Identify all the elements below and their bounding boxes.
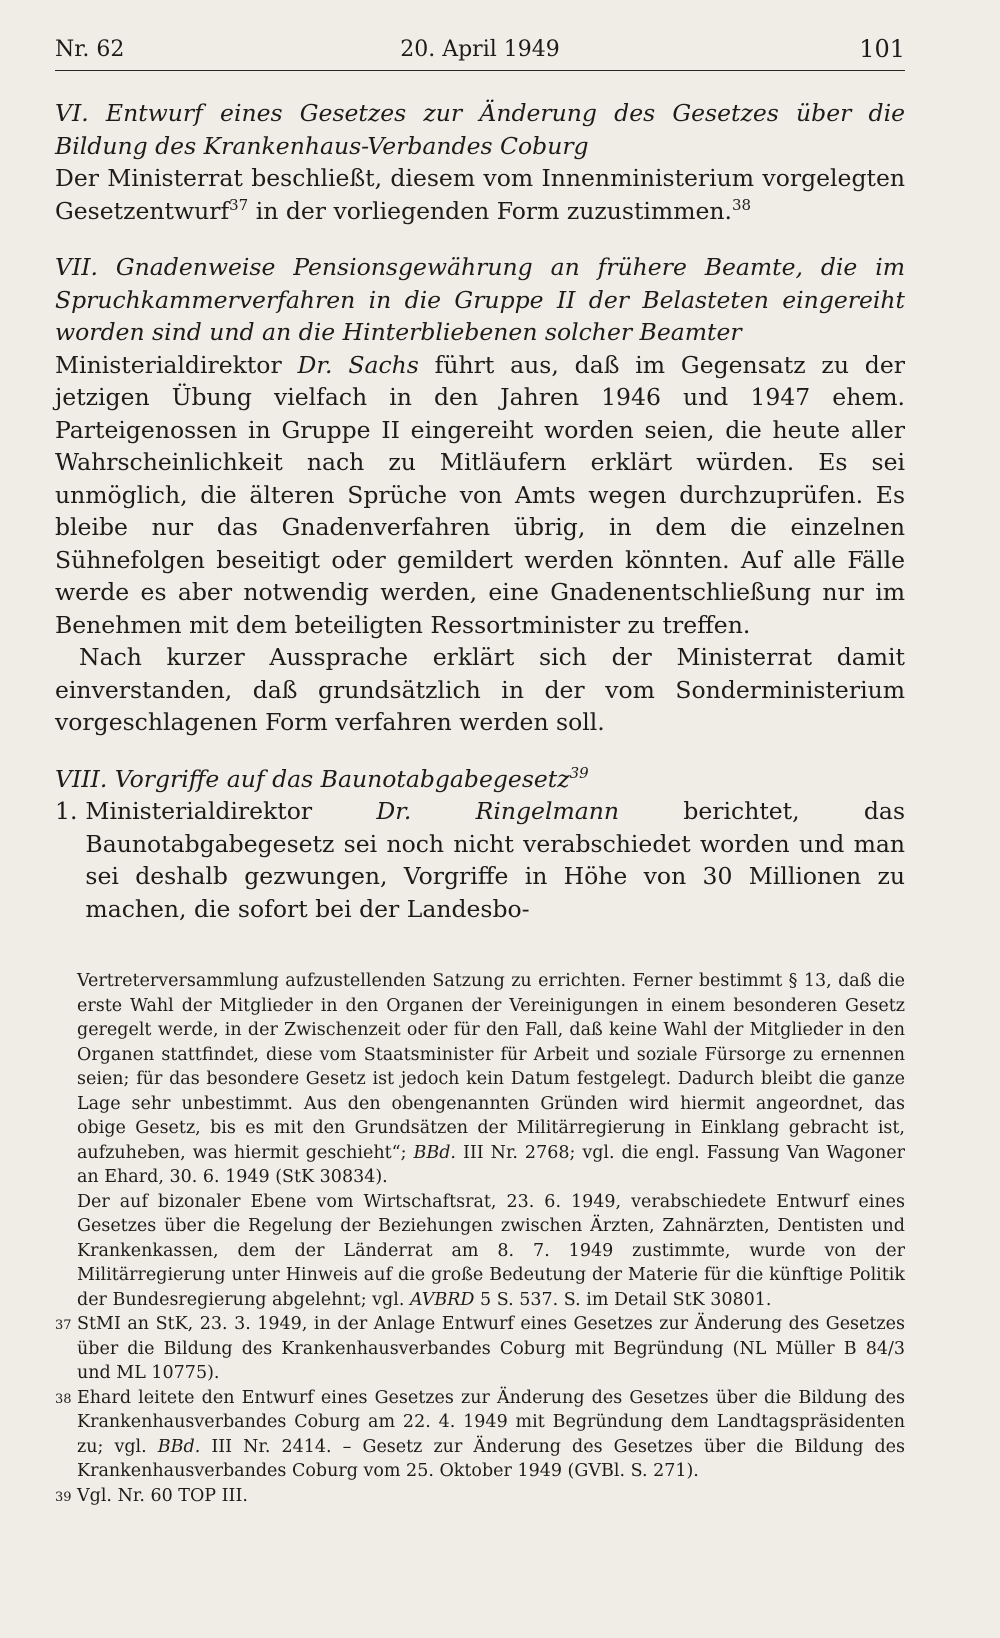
section-viii-item-1-text bbox=[85, 795, 905, 925]
speaker-name-ringelmann: Dr. Ringelmann bbox=[376, 797, 620, 825]
section-vii-text-a: Ministerialdirektor bbox=[55, 350, 298, 379]
section-vii-heading: VII. Gnadenweise Pensionsgewährung an frühere Beamte, die im Spruchkammerverfahren in die Gruppe II der Belasteten eingereiht worden sind und an die Hinterbliebenen solcher Beamter bbox=[55, 253, 905, 346]
document-page bbox=[55, 30, 905, 1510]
footnote-37 bbox=[55, 1312, 905, 1386]
document-number: Nr. 62 bbox=[55, 37, 125, 62]
footnote-ref-38: 38 bbox=[732, 195, 752, 214]
fn38-text-b: III Nr. 2414. – Gesetz zur Änderung des Gesetzes über die Bildung des Krankenhausverbandes Coburg vom 25. Oktober 1949 (GVBl. S. 271). bbox=[77, 1436, 905, 1481]
section-vi-text-a: Der Ministerrat beschließt, diesem vom Innenministerium vorgelegten Gesetzentwurf bbox=[55, 164, 905, 225]
section-vi bbox=[55, 97, 905, 227]
footnotes bbox=[55, 969, 905, 1510]
section-viii-heading-text: VIII. Vorgriffe auf das Baunotabgabegesetz bbox=[55, 764, 570, 793]
fn-cont2-text-b: 5 S. 537. S. im Detail StK 30801. bbox=[474, 1289, 772, 1310]
speaker-name-sachs: Dr. Sachs bbox=[297, 350, 419, 379]
main-text bbox=[55, 97, 905, 925]
section-vi-heading: VI. Entwurf eines Gesetzes zur Änderung des Gesetzes über die Bildung des Krankenhaus-Verbandes Coburg bbox=[55, 99, 905, 160]
fn38-text-a: Ehard leitete den Entwurf eines Gesetzes zur Änderung des Gesetzes über die Bildung des Krankenhausverbandes Coburg am 22. 4. 1949 mit Begründung dem Landtagspräsidenten zu; vgl. bbox=[77, 1387, 905, 1457]
section-vii-text-b: führt aus, daß im Gegensatz zu der jetzigen Übung vielfach in den Jahren 1946 und 1947 ehem. Parteigenossen in Gruppe II eingereiht worden seien, die heute aller Wahrscheinlichkeit nach zu Mitläufern erklärt würden. Es sei unmöglich, die älteren Sprüche von Amts wegen durchzuprüfen. Es bleibe nur das Gnadenverfahren übrig, in dem die einzelnen Sühnefolgen beseitigt oder gemildert werden könnten. Auf alle Fälle werde es aber notwendig werden, eine Gnadenentschließung nur im Benehmen mit dem beteiligten Ressortminister zu treffen. bbox=[55, 350, 905, 639]
footnote-39-text: Vgl. Nr. 60 TOP III. bbox=[77, 1485, 248, 1506]
footnote-37-marker: 37 bbox=[55, 1318, 72, 1333]
section-vii-paragraph-1 bbox=[55, 349, 905, 642]
footnote-ref-39: 39 bbox=[569, 763, 589, 782]
item-1-text-a: Ministerialdirektor bbox=[85, 797, 377, 825]
item-number: 1. bbox=[55, 797, 78, 825]
footnote-38-marker: 38 bbox=[55, 1391, 72, 1407]
footnote-ref-37: 37 bbox=[229, 195, 249, 214]
header-date: 20. April 1949 bbox=[400, 37, 560, 62]
section-vii-paragraph-2: Nach kurzer Aussprache erklärt sich der Ministerrat damit einverstanden, daß grundsätzlich in der vom Sonderministerium vorgeschlagenen Form verfahren werden soll. bbox=[55, 643, 905, 736]
page-number: 101 bbox=[859, 35, 905, 63]
section-viii-heading bbox=[55, 763, 905, 796]
running-header bbox=[55, 30, 905, 71]
fn38-bbd: BBd. bbox=[157, 1436, 201, 1457]
fn-cont2-text-a: Der auf bizonaler Ebene vom Wirtschaftsrat, 23. 6. 1949, verabschiedete Entwurf eines Gesetzes über die Regelung der Beziehungen zwischen Ärzten, Zahnärzten, Dentisten und Krankenkassen, dem der Länderrat am 8. 7. 1949 zustimmte, wurde von der Militärregierung unter Hinweis auf die große Bedeutung der Materie für die künftige Politik der Bundesregierung abgelehnt; vgl. bbox=[77, 1191, 905, 1310]
section-vi-paragraph bbox=[55, 162, 905, 227]
footnote-39-marker: 39 bbox=[55, 1489, 72, 1505]
fn-cont2-avbrd: AVBRD bbox=[409, 1289, 475, 1310]
footnote-continuation-2 bbox=[55, 1190, 905, 1313]
section-vii bbox=[55, 251, 905, 739]
section-vi-text-b: in der vorliegenden Form zuzustimmen. bbox=[248, 196, 733, 225]
fn-cont1-text-b: III Nr. 2768; vgl. die engl. Fassung Van Wagoner an Ehard, 30. 6. 1949 (StK 30834). bbox=[77, 1142, 906, 1187]
section-viii-item-1 bbox=[55, 795, 905, 925]
fn-cont1-bbd: BBd. bbox=[413, 1142, 456, 1163]
footnote-39 bbox=[55, 1484, 905, 1511]
fn-cont1-text-a: Vertreterversammlung aufzustellenden Satzung zu errichten. Ferner bestimmt § 13, daß die erste Wahl der Mitglieder in den Organen der Vereinigungen in einem besonderen Gesetz geregelt werde, in der Zwischenzeit oder für den Fall, daß keine Wahl der Mitglieder in den Organen stattfindet, diese vom Staatsminister für Arbeit und soziale Fürsorge zu ernennen seien; für das besondere Gesetz ist jedoch kein Datum festgelegt. Dadurch bleibt die ganze Lage sehr unbestimmt. Aus den obengenannten Gründen wird hiermit angeordnet, das obige Gesetz, bis es mit den Grundsätzen der Militärregierung in Einklang gebracht ist, aufzuheben, was hiermit geschieht“; bbox=[77, 971, 905, 1163]
item-1-text-b: berichtet, das Baunotabgabegesetz sei noch nicht verabschiedet worden und man sei deshalb gezwungen, Vorgriffe in Höhe von 30 Millionen zu machen, die sofort bei der Landesbo- bbox=[85, 797, 906, 923]
footnote-38-text bbox=[77, 1386, 905, 1484]
footnote-37-text: StMI an StK, 23. 3. 1949, in der Anlage Entwurf eines Gesetzes zur Änderung des Gesetzes über die Bildung des Krankenhausverbandes Coburg mit Begründung (NL Müller B 84/3 und ML 10775). bbox=[77, 1314, 905, 1383]
footnote-38 bbox=[55, 1386, 905, 1484]
footnote-continuation-1 bbox=[55, 969, 905, 1190]
section-viii bbox=[55, 763, 905, 926]
